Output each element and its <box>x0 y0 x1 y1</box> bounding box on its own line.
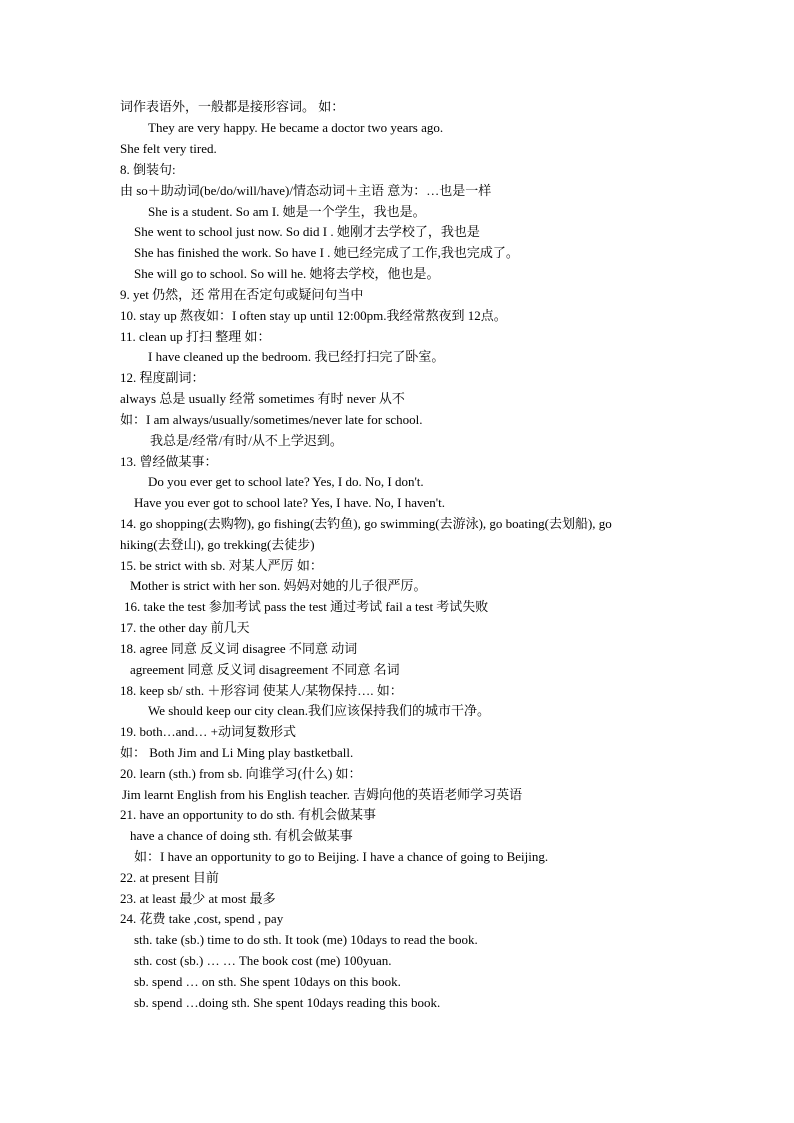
text-line: 如：I have an opportunity to go to Beijing. I have a chance of going to Beijing. <box>134 849 549 864</box>
text-line: We should keep our city clean.我们应该保持我们的城市干净。 <box>148 703 490 718</box>
text-line: 词作表语外，一般都是接形容词。 如： <box>120 99 345 114</box>
text-line: agreement 同意 反义词 disagreement 不同意 名词 <box>130 662 400 677</box>
text-line: 如： Both Jim and Li Ming play bastketball. <box>120 745 354 760</box>
text-line: hiking(去登山), go trekking(去徒步) <box>120 537 315 552</box>
text-line: Do you ever get to school late? Yes, I do. No, I don't. <box>148 474 424 489</box>
text-line: She is a student. So am I. 她是一个学生，我也是。 <box>148 204 426 219</box>
section-heading: 11. clean up 打扫 整理 如： <box>120 329 271 344</box>
section-heading: 12. 程度副词： <box>120 370 205 385</box>
section-heading: 15. be strict with sb. 对某人严厉 如： <box>120 558 323 573</box>
text-line: She went to school just now. So did I . 她刚才去学校了，我也是 <box>134 224 480 239</box>
section-heading: 18. agree 同意 反义词 disagree 不同意 动词 <box>120 641 358 656</box>
text-line: She has finished the work. So have I . 她已经完成了工作,我也完成了。 <box>134 245 519 260</box>
section-heading: 20. learn (sth.) from sb. 向谁学习(什么) 如： <box>120 766 362 781</box>
text-line: sth. cost (sb.) … … The book cost (me) 100yuan. <box>134 953 392 968</box>
text-line: 我总是/经常/有时/从不上学迟到。 <box>150 433 343 448</box>
text-line: They are very happy. He became a doctor two years ago. <box>148 120 444 135</box>
text-line: sth. take (sb.) time to do sth. It took (me) 10days to read the book. <box>134 932 478 947</box>
text-line: She felt very tired. <box>120 141 217 156</box>
text-line: sb. spend …doing sth. She spent 10days reading this book. <box>134 995 441 1010</box>
section-heading: 13. 曾经做某事： <box>120 454 218 469</box>
text-line: Jim learnt English from his English teacher. 吉姆向他的英语老师学习英语 <box>122 787 523 802</box>
text-line: 由 so＋助动词(be/do/will/have)/情态动词＋主语 意为：…也是一样 <box>120 183 492 198</box>
text-line: Have you ever got to school late? Yes, I have. No, I haven't. <box>134 495 446 510</box>
section-heading: 9. yet 仍然，还 常用在否定句或疑问句当中 <box>120 287 364 302</box>
text-line: She will go to school. So will he. 她将去学校，他也是。 <box>134 266 440 281</box>
section-heading: 18. keep sb/ sth. ＋形容词 使某人/某物保持…. 如： <box>120 683 403 698</box>
text-line: sb. spend … on sth. She spent 10days on this book. <box>134 974 401 989</box>
section-heading: 21. have an opportunity to do sth. 有机会做某事 <box>120 807 377 822</box>
section-heading: 14. go shopping(去购物), go fishing(去钓鱼), go swimming(去游泳), go boating(去划船), go <box>120 516 612 531</box>
section-heading: 8. 倒装句: <box>120 162 176 177</box>
text-line: 如：I am always/usually/sometimes/never late for school. <box>120 412 423 427</box>
section-heading: 17. the other day 前几天 <box>120 620 250 635</box>
section-heading: 10. stay up 熬夜如：I often stay up until 12:00pm.我经常熬夜到 12点。 <box>120 308 507 323</box>
section-heading: 16. take the test 参加考试 pass the test 通过考试 fail a test 考试失败 <box>124 599 489 614</box>
text-line: have a chance of doing sth. 有机会做某事 <box>130 828 353 843</box>
section-heading: 19. both…and… +动词复数形式 <box>120 724 296 739</box>
section-heading: 23. at least 最少 at most 最多 <box>120 891 276 906</box>
text-line: always 总是 usually 经常 sometimes 有时 never 从不 <box>120 391 405 406</box>
section-heading: 22. at present 目前 <box>120 870 219 885</box>
section-heading: 24. 花费 take ,cost, spend , pay <box>120 911 284 926</box>
text-line: I have cleaned up the bedroom. 我已经打扫完了卧室。 <box>148 349 445 364</box>
text-line: Mother is strict with her son. 妈妈对她的儿子很严厉。 <box>130 578 427 593</box>
